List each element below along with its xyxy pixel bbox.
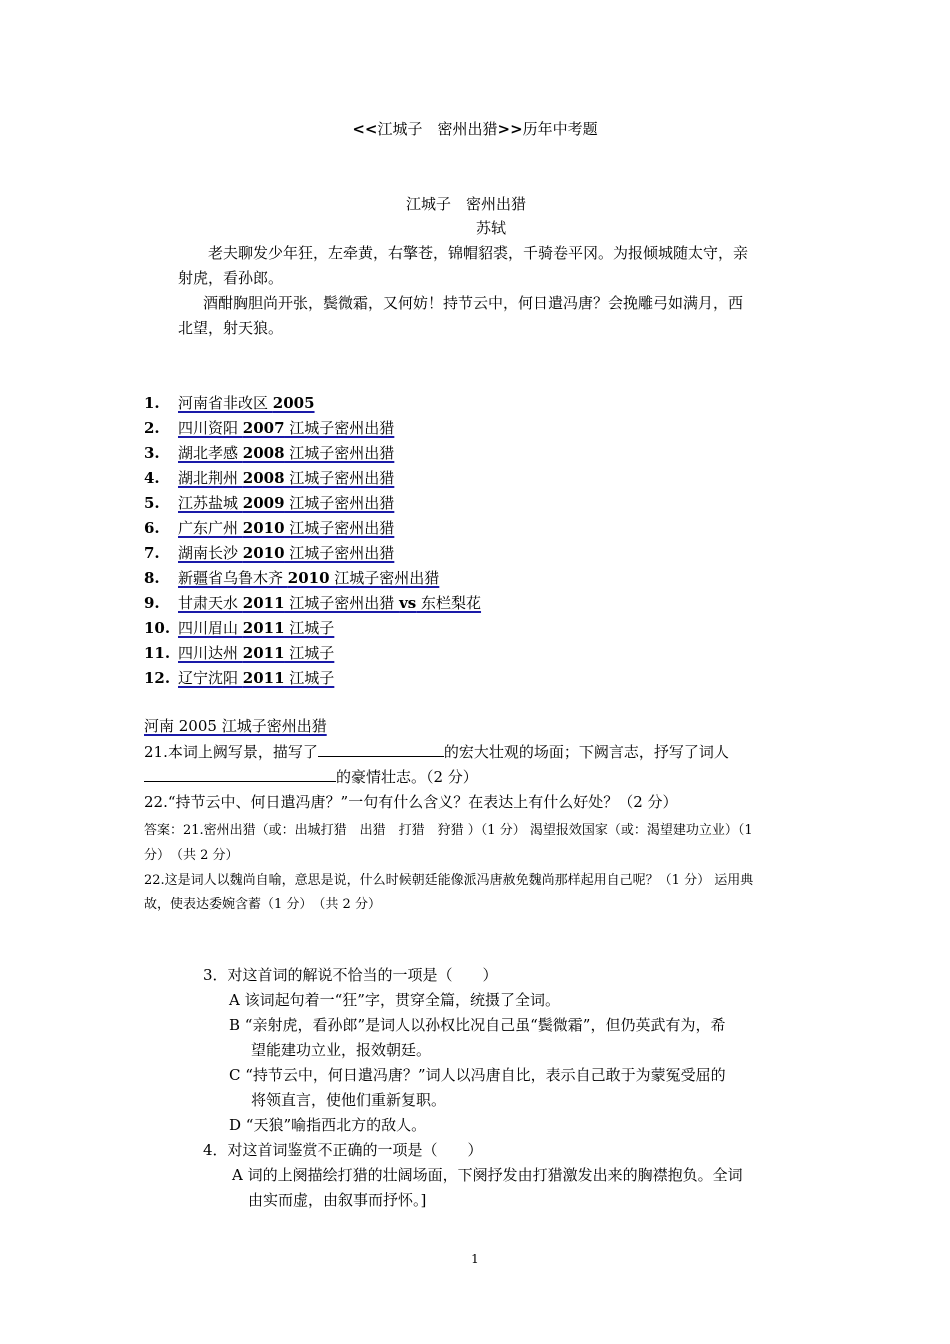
toc-item: 7. 湖南长沙 2010 江城子密州出猎: [144, 544, 395, 562]
poem-line: 酒酣胸胆尚开张，鬓微霜，又何妨！持节云中，何日遣冯唐？会挽雕弓如满月，西: [203, 294, 744, 312]
poem-author: 苏轼: [476, 219, 507, 237]
toc-item: 1. 河南省非改区 2005: [144, 394, 315, 412]
toc-item: 3. 湖北孝感 2008 江城子密州出猎: [144, 444, 395, 462]
question-21-cont: 的豪情壮志。（2 分）: [144, 766, 478, 787]
poem-line: 北望，射天狼。: [178, 319, 284, 337]
question-3: 3．对这首词的解说不恰当的一项是（ ）: [203, 966, 498, 984]
answer-blank: [144, 767, 336, 782]
option-b: B “亲射虎，看孙郎”是词人以孙权比况自己虽“鬓微霜”，但仍英武有为，希: [229, 1016, 726, 1034]
page-number: 1: [471, 1252, 479, 1266]
toc-list: [144, 391, 744, 691]
question-22: 22.“持节云中、何日遣冯唐？”一句有什么含义？在表达上有什么好处？（2 分）: [144, 793, 678, 811]
toc-item: 2. 四川资阳 2007 江城子密州出猎: [144, 419, 395, 437]
option-c: C “持节云中，何日遣冯唐？”词人以冯唐自比，表示自己敢于为蒙冤受屈的: [229, 1066, 726, 1084]
toc-link[interactable]: 四川眉山 2011 江城子: [178, 619, 335, 637]
toc-link[interactable]: 湖北孝感 2008 江城子密州出猎: [178, 444, 395, 462]
toc-link[interactable]: 河南省非改区 2005: [178, 394, 315, 412]
option-a: A 该词起句着一“狂”字，贯穿全篇，统摄了全词。: [229, 991, 560, 1009]
toc-link[interactable]: 甘肃天水 2011 江城子密州出猎 vs 东栏梨花: [178, 594, 482, 612]
toc-item: 11. 四川达州 2011 江城子: [144, 644, 335, 662]
toc-link[interactable]: 四川资阳 2007 江城子密州出猎: [178, 419, 395, 437]
option-d: D “天狼”喻指西北方的敌人。: [229, 1116, 427, 1134]
question-21: 21.本词上阙写景，描写了 的宏大壮观的场面；下阙言志，抒写了词人: [144, 743, 729, 761]
answer-text: 故，使表达委婉含蓄（1 分） （共 2 分）: [144, 897, 381, 912]
answer-text: 22.这是词人以魏尚自喻，意思是说，什么时候朝廷能像派冯唐赦免魏尚那样起用自己呢？（1 分） 运用典: [144, 873, 754, 888]
toc-link[interactable]: 广东广州 2010 江城子密州出猎: [178, 519, 395, 537]
toc-item: 12. 辽宁沈阳 2011 江城子: [144, 669, 335, 687]
toc-item: 8. 新疆省乌鲁木齐 2010 江城子密州出猎: [144, 569, 440, 587]
poem-title: 江城子 密州出猎: [406, 195, 527, 213]
toc-item: 6. 广东广州 2010 江城子密州出猎: [144, 519, 395, 537]
toc-item: 4. 湖北荆州 2008 江城子密州出猎: [144, 469, 395, 487]
answer-text: 分） （共 2 分）: [144, 848, 239, 863]
toc-link[interactable]: 四川达州 2011 江城子: [178, 644, 335, 662]
option-b-cont: 望能建功立业，报效朝廷。: [251, 1041, 432, 1059]
toc-item: 5. 江苏盐城 2009 江城子密州出猎: [144, 494, 395, 512]
toc-link[interactable]: 新疆省乌鲁木齐 2010 江城子密州出猎: [178, 569, 440, 587]
question-4: 4．对这首词鉴赏不正确的一项是（ ）: [203, 1141, 483, 1159]
toc-link[interactable]: 湖南长沙 2010 江城子密州出猎: [178, 544, 395, 562]
toc-item: 9. 甘肃天水 2011 江城子密州出猎 vs 东栏梨花: [144, 594, 482, 612]
toc-link[interactable]: 江苏盐城 2009 江城子密州出猎: [178, 494, 395, 512]
answer-text: 答案：21.密州出猎（或：出城打猎 出猎 打猎 狩猎 ）（1 分） 渴望报效国家（或：渴望建功立业）（1: [144, 823, 753, 838]
poem-line: 老夫聊发少年狂，左牵黄，右擎苍，锦帽貂裘，千骑卷平冈。为报倾城随太守，亲: [208, 244, 749, 262]
option-c-cont: 将领直言，使他们重新复职。: [251, 1091, 447, 1109]
section-link[interactable]: 河南 2005 江城子密州出猎: [144, 717, 327, 735]
toc-link[interactable]: 辽宁沈阳 2011 江城子: [178, 669, 335, 687]
toc-item: 10. 四川眉山 2011 江城子: [144, 619, 335, 637]
poem-line: 射虎，看孙郎。: [178, 269, 284, 287]
answer-blank: [318, 742, 444, 757]
toc-link[interactable]: 湖北荆州 2008 江城子密州出猎: [178, 469, 395, 487]
option-a-cont: 由实而虚，由叙事而抒怀。]: [248, 1191, 427, 1209]
document-title: <<江城子 密州出猎>>历年中考题: [352, 120, 598, 138]
option-a: A 词的上阕描绘打猎的壮阔场面，下阕抒发由打猎激发出来的胸襟抱负。全词: [232, 1166, 743, 1184]
